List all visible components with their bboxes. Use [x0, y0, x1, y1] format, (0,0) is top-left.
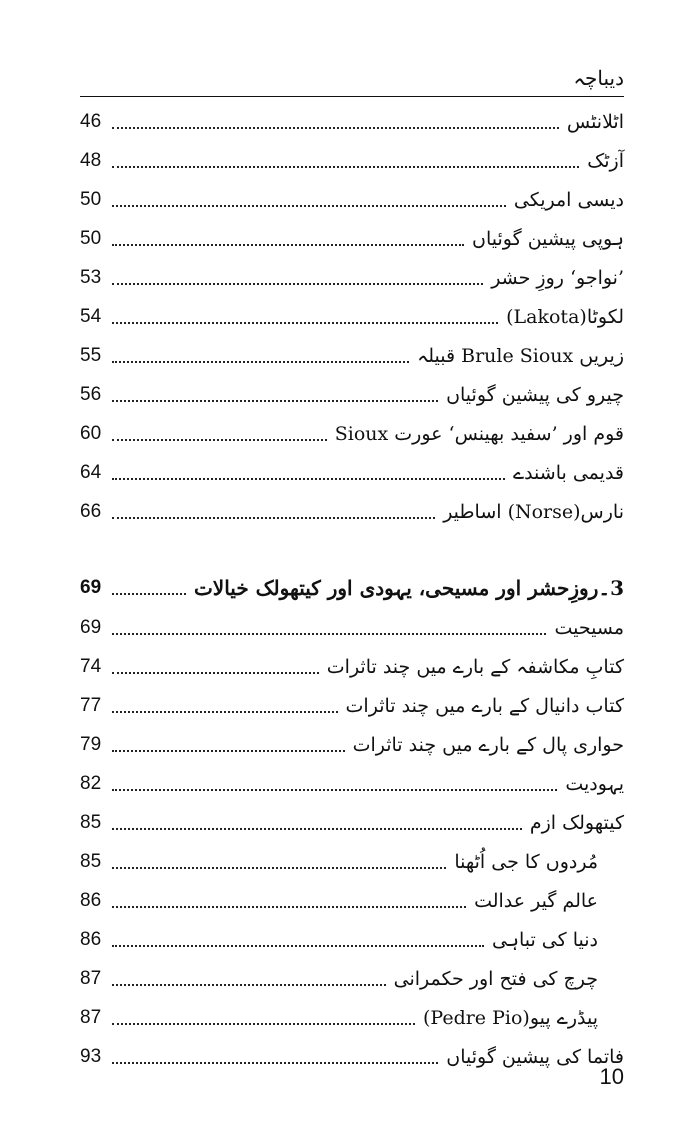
- toc-entry-page: 46: [80, 111, 102, 132]
- toc-entry-page: 85: [80, 851, 102, 872]
- running-header: [80, 60, 624, 97]
- dot-leader: [112, 711, 338, 713]
- dot-leader: [112, 361, 409, 363]
- toc-entry-page: 69: [80, 617, 102, 638]
- dot-leader: [112, 945, 484, 947]
- toc-chapter-heading: [80, 568, 624, 608]
- toc-entry-page: 50: [80, 228, 102, 249]
- dot-leader: [112, 283, 483, 285]
- dot-leader: [112, 593, 186, 595]
- toc-entry-christianity: [80, 608, 624, 648]
- toc-entry-title: مسیحیت: [554, 617, 624, 639]
- toc-entry-catholicism: [80, 803, 624, 843]
- toc-entry-page: 53: [80, 267, 102, 288]
- toc-entry-aztec: [80, 141, 624, 181]
- toc-entry-sioux-white-buffalo: [80, 414, 624, 454]
- toc-entry-page: 86: [80, 890, 102, 911]
- toc-entry-title: چرچ کی فتح اور حکمرانی: [393, 968, 598, 990]
- toc-entry-lakota: [80, 297, 624, 337]
- toc-entry-title: عالم گیر عدالت: [474, 890, 598, 912]
- toc-entry-title: ’نواجو‘ روزِ حشر: [491, 267, 624, 289]
- toc-entry-page: 87: [80, 1007, 102, 1028]
- toc-entry-native-americans: [80, 180, 624, 220]
- toc-entry-page: 60: [80, 423, 102, 444]
- toc-entry-title: لکوٹا(Lakota): [506, 306, 624, 328]
- toc-entry-title: 3۔روزِحشر اور مسیحی، یہودی اور کیتھولک خیالات: [193, 576, 624, 600]
- toc-entry-page: 79: [80, 734, 102, 755]
- toc-entry-page: 54: [80, 306, 102, 327]
- dot-leader: [112, 750, 345, 752]
- dot-leader: [112, 867, 446, 869]
- toc-entry-title: ہوپی پیشین گوئیاں: [472, 228, 624, 250]
- toc-subentry-universal-judgment: [80, 881, 624, 921]
- dot-leader: [112, 1062, 438, 1064]
- dot-leader: [112, 322, 498, 324]
- dot-leader: [112, 400, 438, 402]
- toc-entry-title: مُردوں کا جی اُٹھنا: [454, 851, 598, 873]
- toc-entry-title: کتاب دانیال کے بارے میں چند تاثرات: [345, 695, 624, 717]
- toc-subentry-resurrection: [80, 842, 624, 882]
- toc-subentry-church-victory: [80, 959, 624, 999]
- page-number: 10: [599, 1064, 624, 1089]
- toc-subentry-world-destruction: [80, 920, 624, 960]
- toc-entry-title: Sioux قوم اور ’سفید بھینس‘ عورت: [334, 423, 624, 445]
- toc-entry-page: 74: [80, 656, 102, 677]
- dot-leader: [112, 789, 557, 791]
- toc-entry-cheiro-prophecies: [80, 375, 624, 415]
- dot-leader: [112, 517, 435, 519]
- toc-entry-hopi-prophecies: [80, 219, 624, 259]
- dot-leader: [112, 244, 464, 246]
- toc-entry-title: فاتما کی پیشین گوئیاں: [446, 1046, 624, 1068]
- toc-entry-page: 69: [80, 577, 102, 598]
- dot-leader: [112, 439, 327, 441]
- dot-leader: [112, 205, 506, 207]
- toc-entry-page: 48: [80, 150, 102, 171]
- toc-entry-title: قدیمی باشندے: [512, 462, 624, 484]
- dot-leader: [112, 984, 386, 986]
- toc-entry-title: کتابِ مکاشفہ کے بارے میں چند تاثرات: [326, 656, 624, 678]
- toc-entry-apostle-paul: [80, 725, 624, 765]
- toc-entry-page: 85: [80, 812, 102, 833]
- toc-entry-page: 66: [80, 501, 102, 522]
- toc-entry-title: زیریں Brule Sioux قبیلہ: [417, 345, 624, 367]
- toc-entry-title: آزٹک: [587, 150, 624, 172]
- toc-entry-title: چیرو کی پیشین گوئیاں: [446, 384, 624, 406]
- toc-entry-page: 86: [80, 929, 102, 950]
- toc-entry-title: یہودیت: [565, 773, 624, 795]
- dot-leader: [112, 478, 505, 480]
- toc-entry-page: 93: [80, 1046, 102, 1067]
- dot-leader: [112, 828, 522, 830]
- toc-entry-judaism: [80, 764, 624, 804]
- dot-leader: [112, 906, 466, 908]
- dot-leader: [112, 1023, 415, 1025]
- toc-entry-title: کیتھولک ازم: [529, 812, 624, 834]
- toc-entry-revelation: [80, 647, 624, 687]
- toc-entry-fatima-prophecies: [80, 1037, 624, 1077]
- dot-leader: [112, 166, 579, 168]
- toc-entry-brule-sioux: [80, 336, 624, 376]
- toc-entry-title: دنیا کی تباہی: [491, 929, 598, 951]
- dot-leader: [112, 127, 559, 129]
- toc-entry-title: اٹلانٹس: [566, 111, 624, 133]
- dot-leader: [112, 672, 319, 674]
- toc-entry-title: پیڈرے پیو(Pedre Pio): [422, 1007, 598, 1029]
- toc-entry-daniel: [80, 686, 624, 726]
- toc-entry-title: نارس(Norse) اساطیر: [443, 501, 624, 523]
- toc-entry-atlantis: [80, 102, 624, 142]
- header-title: دیباچہ: [573, 66, 624, 90]
- toc-entry-page: 82: [80, 773, 102, 794]
- toc-entry-navajo: [80, 258, 624, 298]
- toc-entry-title: دیسی امریکی: [513, 189, 624, 211]
- toc-entry-title: حواری پال کے بارے میں چند تاثرات: [352, 734, 624, 756]
- toc-entry-page: 64: [80, 462, 102, 483]
- toc-entry-norse-mythology: [80, 492, 624, 532]
- toc-entry-page: 56: [80, 384, 102, 405]
- toc-entry-page: 77: [80, 695, 102, 716]
- toc-entry-aborigines: [80, 453, 624, 493]
- toc-entry-page: 55: [80, 345, 102, 366]
- dot-leader: [112, 633, 546, 635]
- toc-entry-page: 50: [80, 189, 102, 210]
- toc-subentry-pedre-pio: [80, 998, 624, 1038]
- toc-entry-page: 87: [80, 968, 102, 989]
